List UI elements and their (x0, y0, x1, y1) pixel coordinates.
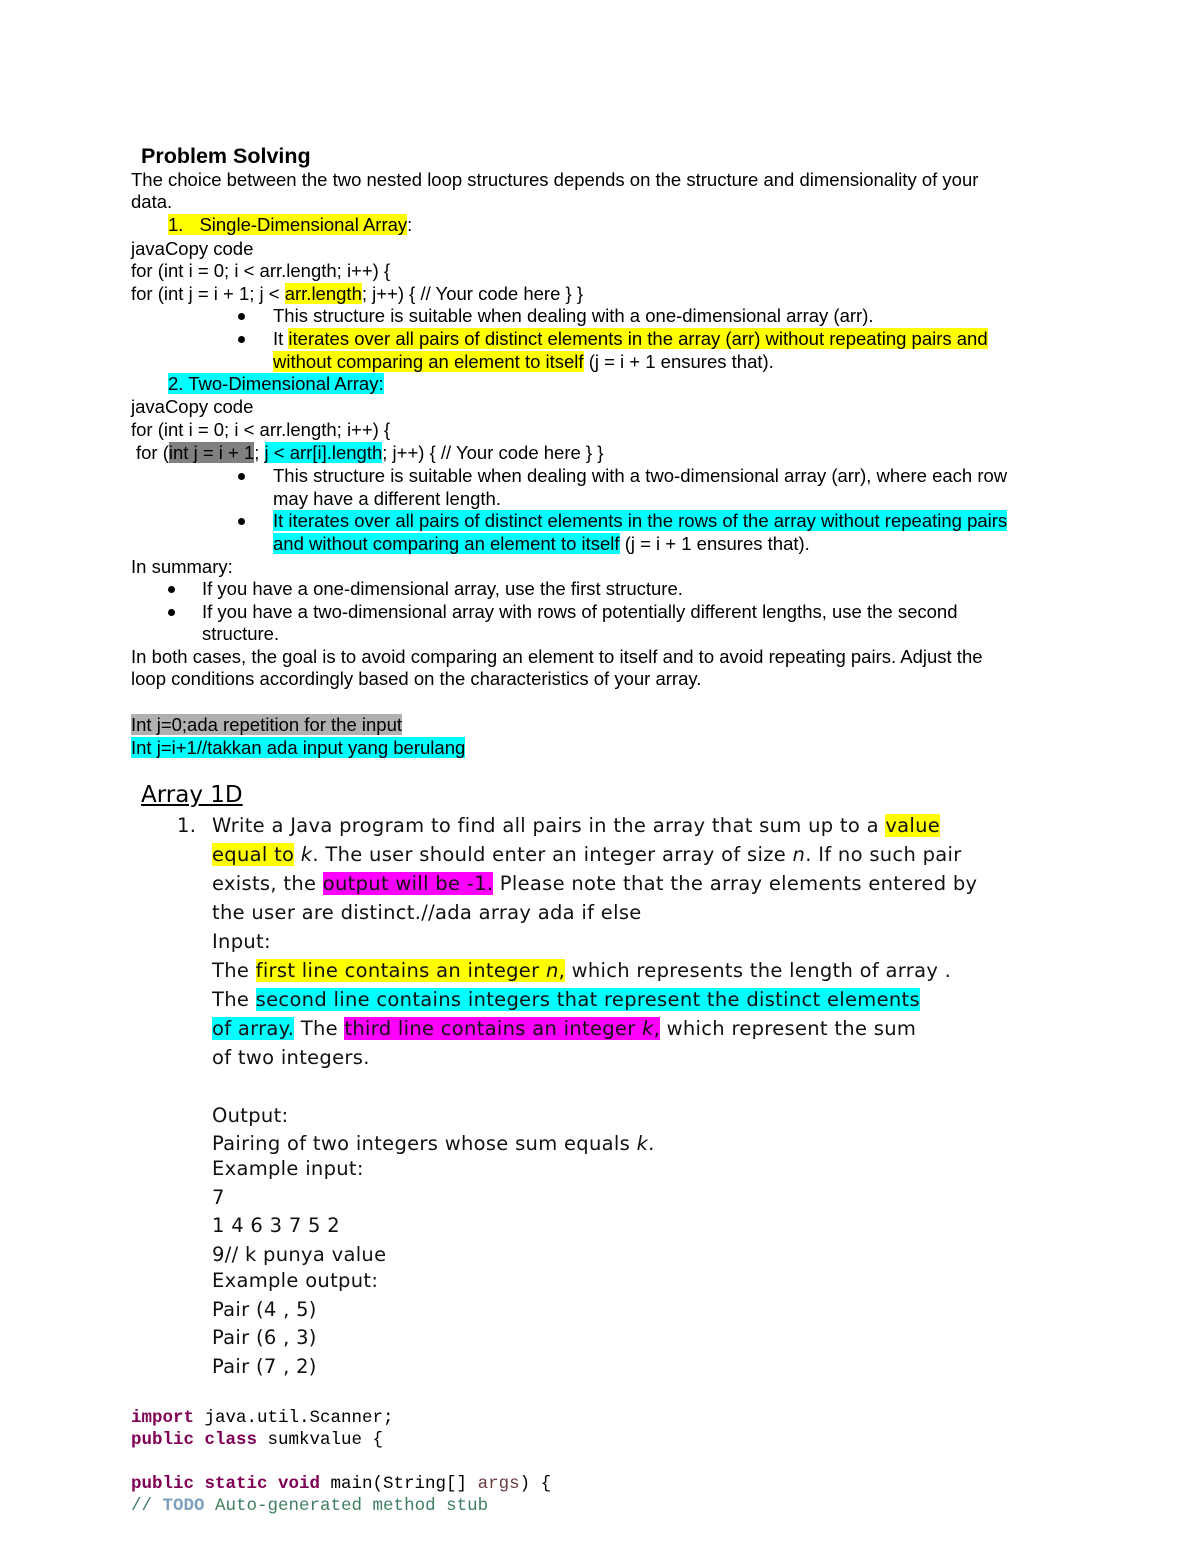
summary-bullet-2-line-1: If you have a two-dimensional array with rows of potentially different lengths, use the second (202, 601, 958, 622)
bullet-icon (168, 609, 175, 616)
summary-paragraph-line-1: In both cases, the goal is to avoid comparing an element to itself and to avoid repeating pairs. Adjust the (131, 646, 983, 667)
bullet-icon (238, 313, 245, 320)
code-main-line: public static void main(String[] args) { (131, 1474, 552, 1494)
note-line-1: Int j=0;ada repetition for the input (131, 714, 403, 735)
array-1d-heading: Array 1D (141, 782, 243, 808)
input-desc-line-3: of array. The third line contains an integer k, which represent the sum (212, 1017, 917, 1040)
input-desc-line-1: The first line contains an integer n, which represents the length of array . (212, 959, 952, 982)
sec1-bullet-2-line-1: It iterates over all pairs of distinct elements in the array (arr) without repeating pairs and (273, 328, 988, 349)
section-1-heading: 1. Single-Dimensional Array: (168, 214, 413, 235)
example-output-label: Example output: (212, 1269, 379, 1292)
example-input-label: Example input: (212, 1157, 364, 1180)
bullet-icon (168, 586, 175, 593)
summary-bullet-1: If you have a one-dimensional array, use the first structure. (202, 578, 683, 599)
code-line-1a: for (int i = 0; i < arr.length; i++) { (131, 260, 391, 281)
code-label-2: javaCopy code (131, 396, 254, 417)
code-import-line: import java.util.Scanner; (131, 1408, 394, 1428)
summary-label: In summary: (131, 556, 233, 577)
question-line-2: equal to k. The user should enter an integer array of size n. If no such pair (212, 843, 962, 866)
summary-bullet-2-line-2: structure. (202, 623, 280, 644)
sec2-bullet-2-line-2: and without comparing an element to itself (j = i + 1 ensures that). (273, 533, 810, 554)
section-2-heading: 2. Two-Dimensional Array: (168, 373, 384, 394)
code-line-1b: for (int j = i + 1; j < arr.length; j++) { // Your code here } } (131, 283, 584, 304)
example-input-line-2: 1 4 6 3 7 5 2 (212, 1214, 340, 1237)
intro-line-2: data. (131, 191, 173, 212)
example-input-line-1: 7 (212, 1186, 225, 1209)
intro-line-1: The choice between the two nested loop structures depends on the structure and dimensionality of your (131, 169, 979, 190)
code-label-1: javaCopy code (131, 238, 254, 259)
output-label: Output: (212, 1104, 289, 1127)
page-title: Problem Solving (141, 144, 311, 168)
summary-paragraph-line-2: loop conditions accordingly based on the characteristics of your array. (131, 668, 702, 689)
bullet-icon (238, 518, 245, 525)
sec1-bullet-2-line-2: without comparing an element to itself (j = i + 1 ensures that). (273, 351, 774, 372)
bullet-icon (238, 473, 245, 480)
code-class-line: public class sumkvalue { (131, 1430, 384, 1450)
sec2-bullet-2-line-1: It iterates over all pairs of distinct elements in the rows of the array without repeating pairs (273, 510, 1008, 531)
input-desc-line-4: of two integers. (212, 1046, 370, 1069)
example-output-line-2: Pair (6 , 3) (212, 1326, 317, 1349)
input-desc-line-2: The second line contains integers that represent the distinct elements (212, 988, 920, 1011)
code-line-2b: for (int j = i + 1; j < arr[i].length; j++) { // Your code here } } (136, 442, 604, 463)
sec2-bullet-1-line-2: may have a different length. (273, 488, 501, 509)
code-line-2a: for (int i = 0; i < arr.length; i++) { (131, 419, 391, 440)
bullet-icon (238, 336, 245, 343)
question-number: 1. (177, 814, 197, 837)
sec1-bullet-1: This structure is suitable when dealing with a one-dimensional array (arr). (273, 305, 874, 326)
question-line-4: the user are distinct.//ada array ada if else (212, 901, 642, 924)
question-line-1: Write a Java program to find all pairs in the array that sum up to a value (212, 814, 941, 837)
output-desc: Pairing of two integers whose sum equals k. (212, 1132, 655, 1155)
example-input-line-3: 9// k punya value (212, 1243, 387, 1266)
code-comment-line: // TODO Auto-generated method stub (131, 1496, 489, 1516)
question-line-3: exists, the output will be -1. Please note that the array elements entered by (212, 872, 978, 895)
sec2-bullet-1-line-1: This structure is suitable when dealing with a two-dimensional array (arr), where each row (273, 465, 1008, 486)
note-line-2: Int j=i+1//takkan ada input yang berulang (131, 737, 466, 758)
input-label: Input: (212, 930, 271, 953)
example-output-line-3: Pair (7 , 2) (212, 1355, 317, 1378)
example-output-line-1: Pair (4 , 5) (212, 1298, 317, 1321)
